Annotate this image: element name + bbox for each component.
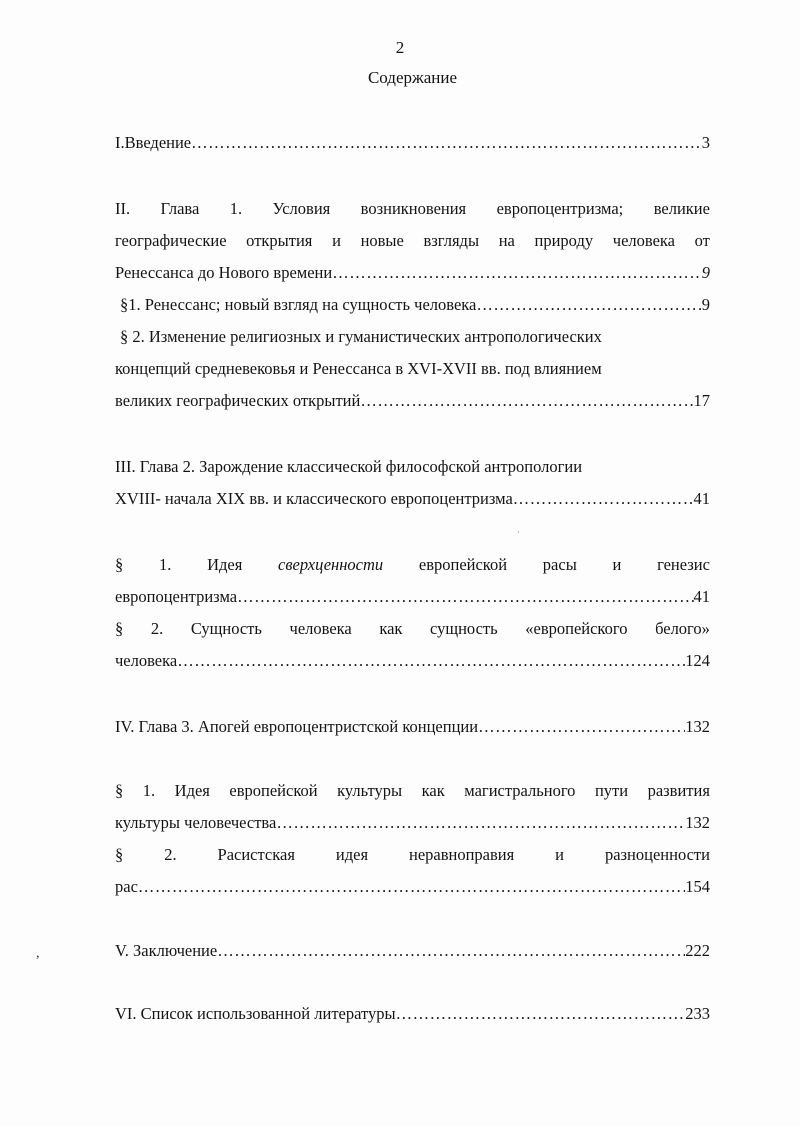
word: взгляды: [423, 231, 480, 250]
toc-entry-intro: [115, 132, 710, 154]
leader-dots: [237, 586, 693, 608]
toc-entry-section-2-2-line-1: [115, 618, 710, 640]
word: и: [332, 231, 341, 250]
toc-entry-section-1-2-line-3: [115, 390, 710, 412]
word: великие: [653, 199, 710, 218]
toc-entry-page: 9: [701, 295, 710, 314]
word: 1.: [158, 555, 172, 574]
toc-entry-page: 154: [685, 877, 710, 896]
toc-entry-text: XVIII- начала XIX вв. и классического европоцентризма: [115, 489, 513, 508]
toc-entry-page: 132: [685, 717, 710, 736]
leader-dots: [396, 1003, 686, 1025]
word: 2.: [164, 845, 177, 864]
word: Идея: [207, 555, 243, 574]
toc-entry-text: V. Заключение: [115, 941, 218, 960]
leader-dots: [478, 716, 685, 738]
leader-dots: [513, 488, 694, 510]
toc-entry-conclusion: [115, 940, 710, 962]
word: как: [421, 781, 445, 800]
word: 1.: [142, 781, 156, 800]
word: сверхценности: [278, 555, 384, 574]
word: европоцентризма;: [496, 199, 624, 218]
toc-entry-page: 41: [693, 587, 710, 606]
leader-dots: [360, 390, 693, 412]
toc-entry-chapter-1-line-1: [115, 198, 710, 220]
toc-entry-text: §1. Ренессанс; новый взгляд на сущность человека: [120, 295, 477, 314]
toc-entry-text: I.Введение: [115, 133, 192, 152]
word: §: [115, 555, 124, 574]
toc-entry-page: 132: [685, 813, 710, 832]
toc-entry-text: европоцентризма: [115, 587, 238, 606]
toc-entry-text: человека: [115, 651, 178, 670]
word: Глава: [160, 199, 200, 218]
word: расы: [542, 555, 577, 574]
toc-entry-chapter-2-line-1: III. Глава 2. Зарождение классической философской антропологии: [115, 457, 583, 476]
leader-dots: [476, 294, 701, 316]
toc-entry-chapter-3: [115, 716, 710, 738]
word: идея: [335, 845, 369, 864]
toc-entry-text: Ренессанса до Нового времени: [115, 263, 333, 282]
word: §: [115, 781, 124, 800]
toc-entry-page: 233: [685, 1004, 710, 1023]
leader-dots: [138, 876, 685, 898]
word: 1.: [229, 199, 243, 218]
toc-entry-page: 41: [693, 489, 710, 508]
word: сущность: [430, 619, 498, 638]
word: развития: [647, 781, 710, 800]
word: Условия: [272, 199, 331, 218]
word: человека: [612, 231, 675, 250]
word: возникновения: [360, 199, 467, 218]
word: культуры: [337, 781, 403, 800]
toc-entry-section-3-1-line-1: [115, 780, 710, 802]
word: «европейского: [525, 619, 628, 638]
word: европейской: [229, 781, 318, 800]
word: открытия: [246, 231, 313, 250]
toc-entry-section-3-2-line-1: [115, 844, 710, 866]
word: Расистская: [217, 845, 295, 864]
leader-dots: [332, 262, 702, 284]
toc-entry-section-2-1-line-2: [115, 586, 710, 608]
toc-entry-section-3-2-line-2: [115, 876, 710, 898]
toc-entry-page: 9: [701, 263, 710, 282]
toc-entry-section-1-1: [120, 294, 710, 316]
toc-title: Содержание: [367, 68, 458, 87]
word: пути: [594, 781, 629, 800]
word: генезис: [657, 555, 710, 574]
word: белого»: [655, 619, 710, 638]
word: европейской: [418, 555, 508, 574]
toc-entry-section-3-1-line-2: [115, 812, 710, 834]
toc-entry-section-1-2-line-1: § 2. Изменение религиозных и гуманистических антропологических: [120, 327, 602, 346]
word: разноценности: [604, 845, 710, 864]
leader-dots: [177, 650, 685, 672]
leader-dots: [276, 812, 685, 834]
toc-entry-chapter-1-line-3: [115, 262, 710, 284]
word: человека: [289, 619, 352, 638]
toc-entry-text: культуры человечества: [115, 813, 277, 832]
word: географические: [115, 231, 227, 250]
word: Сущность: [190, 619, 262, 638]
word: новые: [360, 231, 404, 250]
leader-dots: [191, 132, 702, 154]
toc-entry-section-2-1-line-1: [115, 554, 710, 576]
toc-entry-page: 3: [701, 133, 710, 152]
word: на: [498, 231, 515, 250]
word: §: [115, 845, 124, 864]
word: от: [694, 231, 710, 250]
word: природу: [534, 231, 594, 250]
page-number: 2: [395, 38, 405, 57]
word: 2.: [150, 619, 164, 638]
word: как: [379, 619, 403, 638]
scan-speck: ·: [517, 528, 520, 537]
toc-entry-text: IV. Глава 3. Апогей европоцентристской концепции: [115, 717, 479, 736]
toc-entry-text: рас: [115, 877, 138, 896]
toc-entry-page: 124: [685, 651, 710, 670]
word: неравноправия: [408, 845, 515, 864]
scan-speck: ,: [36, 946, 40, 961]
word: и: [612, 555, 622, 574]
toc-entry-chapter-2-line-2: [115, 488, 710, 510]
word: §: [115, 619, 124, 638]
leader-dots: [217, 940, 685, 962]
toc-entry-page: 222: [685, 941, 710, 960]
word: и: [555, 845, 564, 864]
toc-entry-chapter-1-line-2: [115, 230, 710, 252]
toc-entry-section-2-2-line-2: [115, 650, 710, 672]
word: Идея: [174, 781, 210, 800]
word: магистрального: [464, 781, 576, 800]
toc-entry-text: великих географических открытий: [115, 391, 361, 410]
toc-entry-section-1-2-line-2: концепций средневековья и Ренессанса в XVI-XVII вв. под влиянием: [115, 359, 602, 378]
toc-entry-page: 17: [693, 391, 710, 410]
toc-entry-text: VI. Список использованной литературы: [115, 1004, 396, 1023]
word: II.: [115, 199, 131, 218]
toc-entry-bibliography: [115, 1003, 710, 1025]
